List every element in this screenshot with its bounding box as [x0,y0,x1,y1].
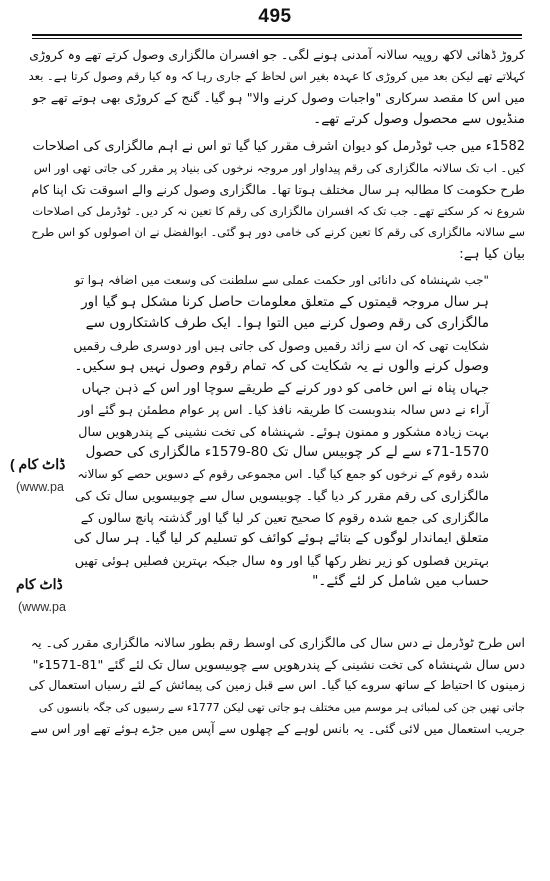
margin-brand-mark: ڈاٹ کام ) [10,456,66,472]
text-line: 1582ء میں جب ٹوڈرمل کو دیوان اشرف مقرر کیا گیا تو اس نے اہم مالگزاری کی اصلاحات [32,139,525,154]
margin-url-mark: (www.pa [16,480,64,494]
text-line: کروڑ ڈھائی لاکھ روپیہ سالانہ آمدنی ہونے لگی۔ جو افسران مالگزاری وصول کرتے تھے وہ کروڑی [29,47,525,62]
quote-line: متعلق ایماندار لوگوں کے بتائے ہوئے کوائف کو تسلیم کر لیا گیا۔ ہر سال کی [73,531,489,546]
paragraph-2 [30,136,525,265]
quote-line: حساب میں شامل کر لئے گئے۔" [312,573,489,589]
header-rule-thick [32,34,522,36]
quote-line: "جب شہنشاہ کی دانائی اور حکمت عملی سے سلطنت کی وسعت میں اضافہ ہوا تو [74,273,489,287]
quote-line: بہت زیادہ مشکور و ممنون ہوئے۔ شہنشاہ کی تخت نشینی کے پندرھویں سال [78,423,489,439]
text-line: سے سالانہ مالگزاری کی رقم کا تعین کرنے کی خامی دور ہو گئی۔ ابوالفضل نے ان اصولوں کو اس طرح [31,225,525,239]
paragraph-1 [30,44,525,130]
text-line: شروع نہ کر سکتے تھے۔ جب تک کہ افسران مالگزاری کی رقم کا تعین نہ کر دیں۔ ٹوڈرمل کی اصلاحات [32,203,525,218]
text-line: زمینوں کا احتیاط کے ساتھ سروے کیا گیا۔ اس سے قبل زمین کی پیمائش کے لئے رسیاں استعمال کی [28,678,525,692]
block-quote [74,270,489,593]
text-line: طرح حکومت کا مطالبہ ہر سال مختلف ہوتا تھا۔ مالگزاری وصول کرنے والے اسوقت تک اپنا کام [31,182,525,197]
header-rule-thin [32,38,522,39]
quote-line: مالگزاری کی جمع شدہ رقوم کا صحیح تعین کر لیا گیا اور گذشتہ پانچ سالوں کے [80,509,489,525]
text-line: بیان کیا ہے: [459,245,525,262]
text-line: منڈیوں سے محصول وصول کرتے تھے۔ [313,110,525,127]
margin-brand-mark: ڈاٹ کام [16,576,63,592]
text-line: جاتی تھیں جن کی لمبائی ہر موسم میں مختلف ہو جاتی تھی لیکن 1777ء سے رسیوں کی جگہ بانسوں کی [38,700,525,714]
quote-line: ہر سال مروجہ قیمتوں کے متعلق معلومات حاصل کرنا مشکل ہو گیا اور [81,293,489,310]
text-line: جریب استعمال میں لائی گئی۔ یہ بانس لوہے کے چھلوں سے آپس میں جڑے ہوئے تھے اور اس سے [30,721,525,736]
text-line: کہلاتے تھے لیکن بعد میں کروڑی کا عہدہ بغیر اس لحاظ کے جاری رہا کہ وہ کیا رقم وصول کرتا ہے۔ بعد [28,68,525,83]
quote-line: جہاں پناہ نے اس خامی کو دور کرنے کے طریقے سوچا اور اس کے ذہن جہاں [81,380,489,396]
quote-line: مالگزاری کی رقم مقرر کر دیا گیا۔ چوبیسویں سال سے چوبیسویں سال تک کی [74,488,489,503]
margin-url-mark: (www.pa [18,600,66,614]
text-line: کیں۔ اب تک سالانہ مالگزاری کی رقم پیداوار اور مروجہ نرخوں کی بنیاد پر مقرر کی جاتی تھی اور اس [33,160,525,175]
page-number: 495 [258,6,292,27]
quote-line: شکایت تھی کہ ان سے زائد رقمیں وصول کی جاتی ہیں اور دوسری طرف رقمیں [73,337,489,353]
quote-line: شدہ رقوم کے نرخوں کو جمع کیا گیا۔ اس مجموعی رقوم کے دسویں حصے کو سالانہ [77,466,489,481]
text-line: اس طرح ٹوڈرمل نے دس سال کی مالگزاری کی اوسط رقم بطور سالانہ مالگزاری مقرر کی۔ یہ [30,635,525,650]
quote-line: 71-1570ء سے لے کر چوبیس سال تک 80-1579ء مالگزاری کی حصول [85,444,489,460]
text-line: دس سال شہنشاہ کی تخت نشینی کے پندرھویں سے چوبیسویں سال تک لئے گئے "81-1571ء" [32,656,525,672]
quote-line: بہترین فصلوں کو زیر نظر رکھا گیا اور وہ سال جبکہ بہترین فصلیں ہوئی تھیں [74,552,489,568]
paragraph-3 [30,632,525,740]
text-line: میں اس کا مقصد سرکاری "واجبات وصول کرنے والا" ہو گیا۔ گنج کے کروڑی بھی ہوتے تھے جو [32,90,525,105]
quote-line: مالگزاری کی رقم وصول کرنے میں التوا ہوا۔ ایک طرف کاشتکاروں سے [85,315,489,331]
quote-line: وصول کرنے والوں نے یہ شکایت کی کہ تمام رقوم وصول نہیں ہو سکیں۔ [74,358,489,374]
quote-line: آراء نے دس سالہ بندوبست کا طریقہ نافذ کیا۔ اس پر عوام مطمئن ہو گئے اور [78,402,489,417]
